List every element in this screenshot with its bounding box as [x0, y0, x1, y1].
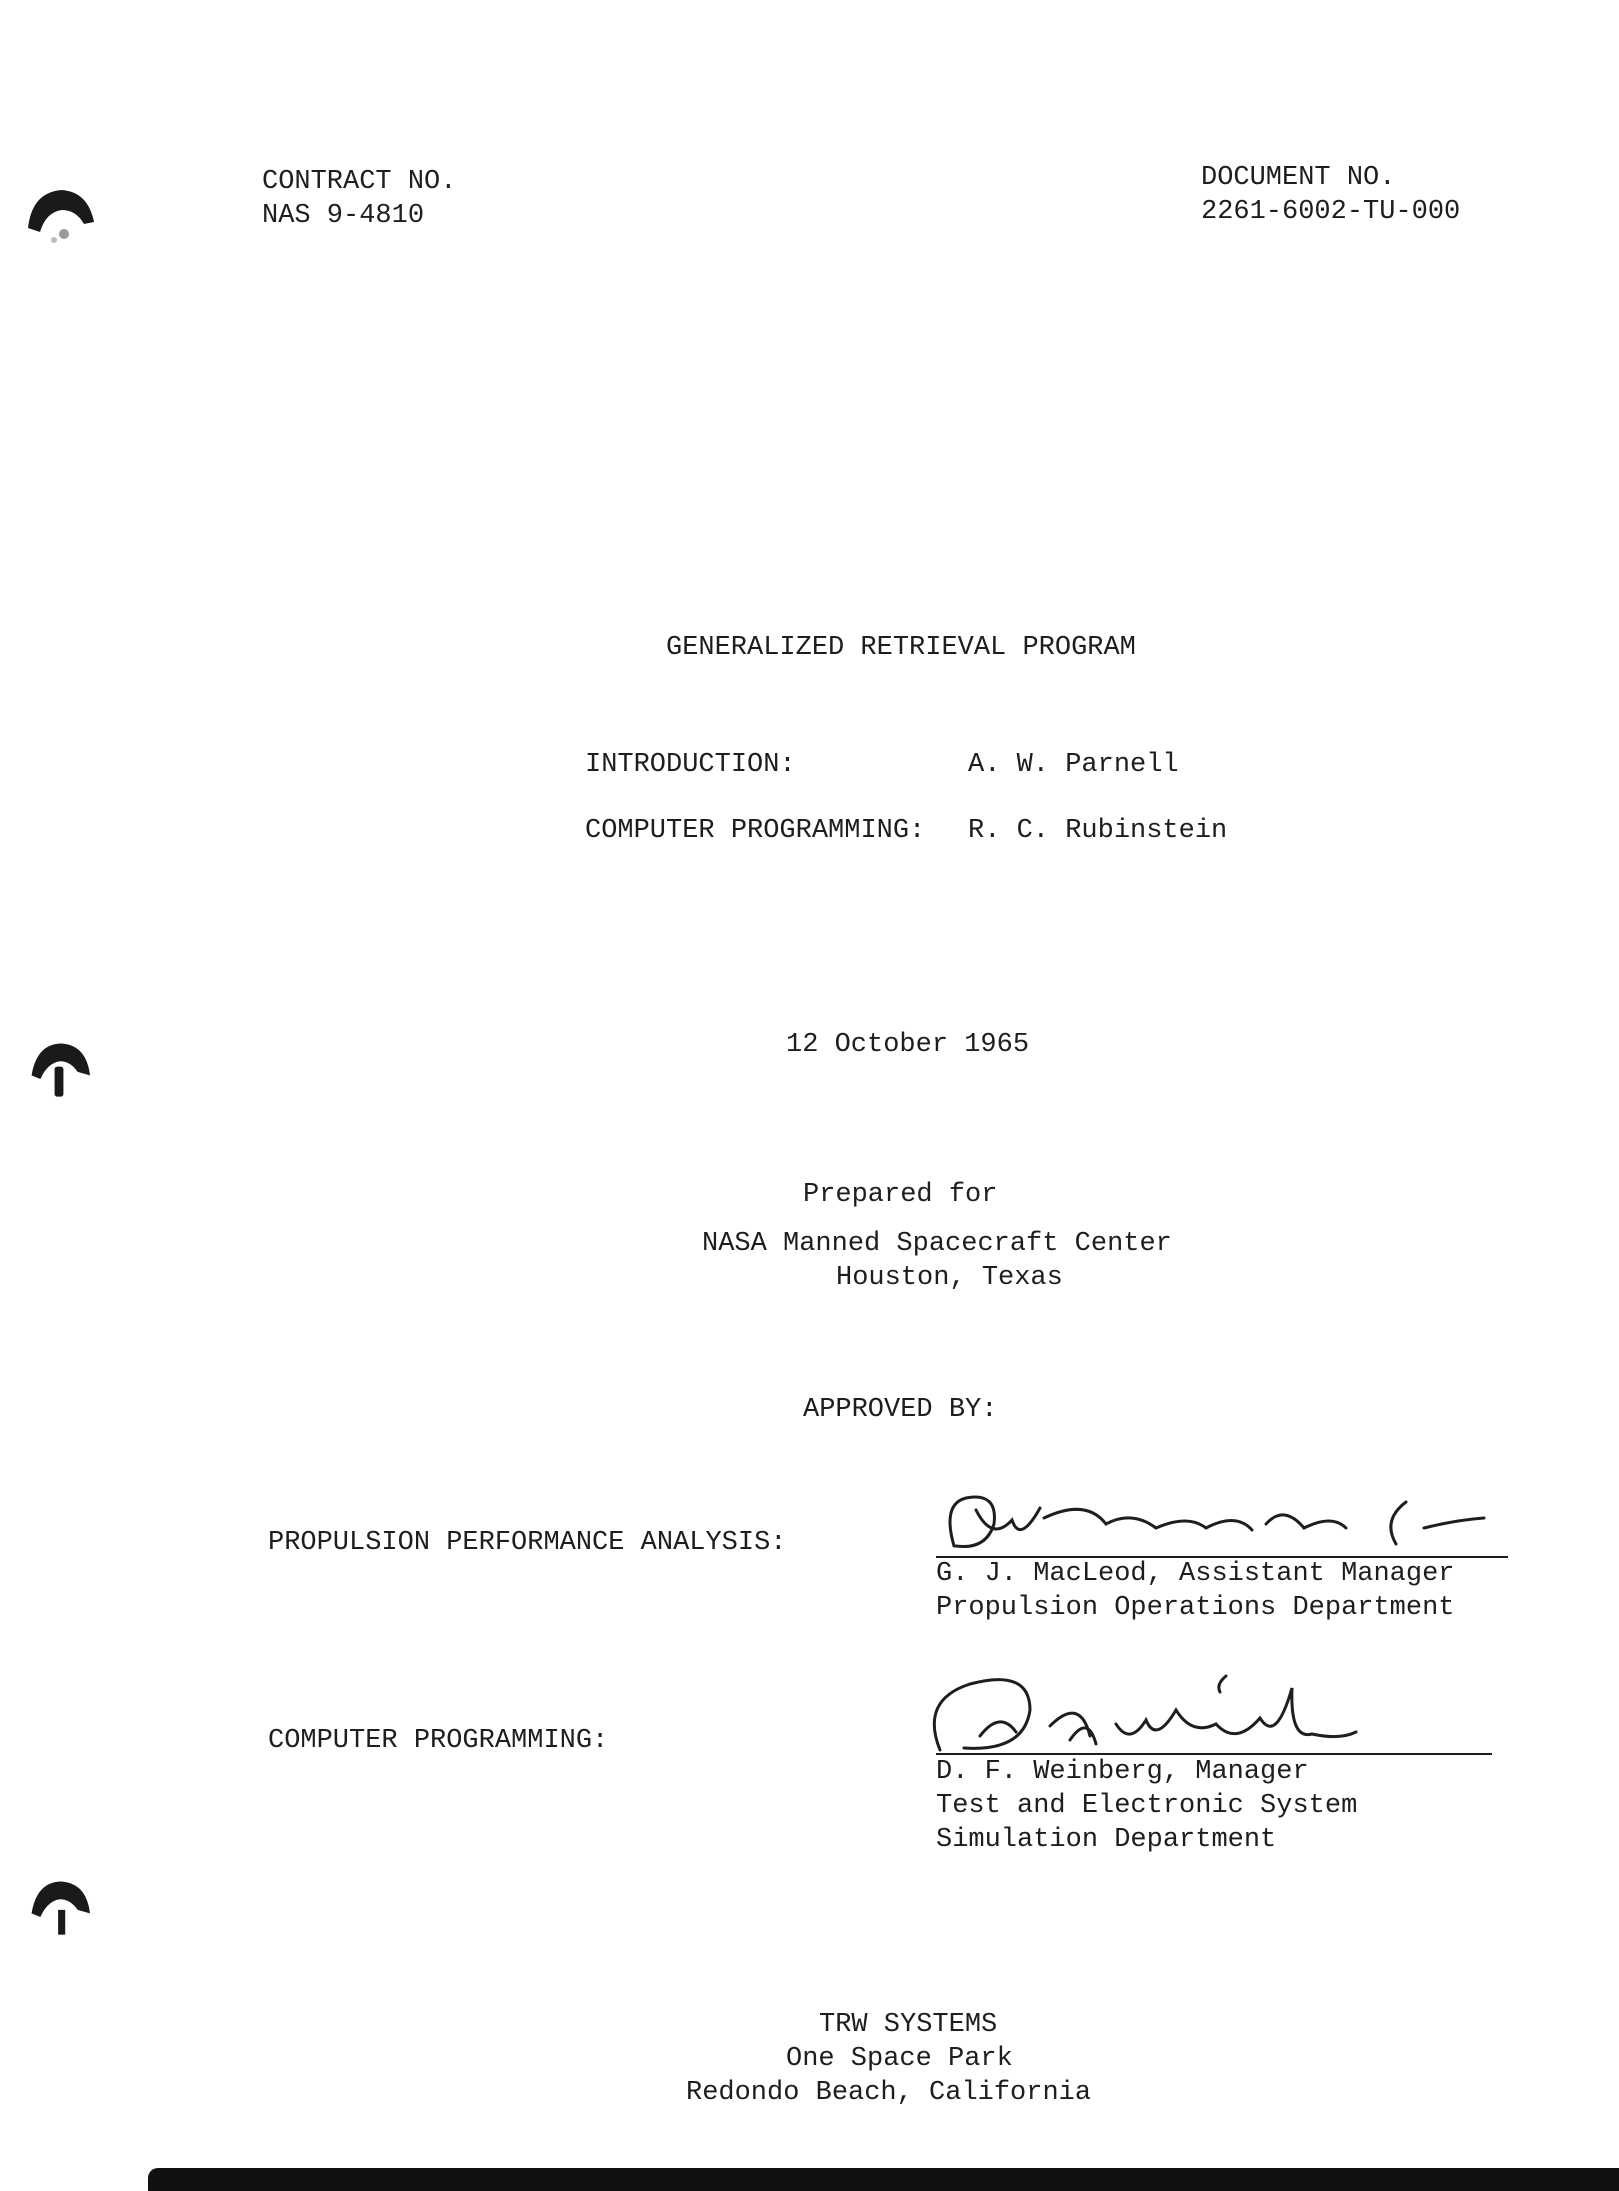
binder-hole-bottom — [24, 1878, 94, 1940]
document-date: 12 October 1965 — [786, 1030, 1030, 1060]
footer-company: TRW SYSTEMS — [819, 2010, 998, 2040]
footer-address: One Space Park — [786, 2044, 1013, 2074]
approver-1-name: G. J. MacLeod, Assistant Manager — [936, 1559, 1455, 1589]
prepared-label: Prepared for — [803, 1180, 998, 1210]
credit-role-programming: COMPUTER PROGRAMMING: — [585, 816, 926, 846]
signature-line-2 — [936, 1753, 1492, 1755]
contract-label: CONTRACT NO. — [262, 167, 457, 197]
prepared-org: NASA Manned Spacecraft Center — [702, 1229, 1172, 1259]
document-number: 2261-6002-TU-000 — [1201, 197, 1461, 227]
binder-hole-top — [24, 184, 94, 246]
document-label: DOCUMENT NO. — [1201, 163, 1396, 193]
approved-label: APPROVED BY: — [803, 1395, 998, 1425]
binder-hole-middle — [24, 1040, 94, 1102]
credit-name-programming: R. C. Rubinstein — [968, 816, 1228, 846]
prepared-location: Houston, Texas — [836, 1263, 1063, 1293]
contract-number: NAS 9-4810 — [262, 201, 425, 231]
document-title: GENERALIZED RETRIEVAL PROGRAM — [666, 633, 1136, 663]
approver-2-name: D. F. Weinberg, Manager — [936, 1757, 1309, 1787]
approval-area-programming: COMPUTER PROGRAMMING: — [268, 1726, 609, 1756]
signature-weinberg — [920, 1640, 1400, 1760]
credit-name-introduction: A. W. Parnell — [968, 750, 1179, 780]
page-edge-bar — [148, 2168, 1619, 2191]
signature-macleod — [936, 1484, 1508, 1560]
credit-role-introduction: INTRODUCTION: — [585, 750, 796, 780]
approver-2-dept-2: Simulation Department — [936, 1825, 1277, 1855]
approver-2-dept-1: Test and Electronic System — [936, 1791, 1358, 1821]
footer-city: Redondo Beach, California — [686, 2078, 1092, 2108]
approver-1-dept: Propulsion Operations Department — [936, 1593, 1455, 1623]
approval-area-propulsion: PROPULSION PERFORMANCE ANALYSIS: — [268, 1528, 787, 1558]
